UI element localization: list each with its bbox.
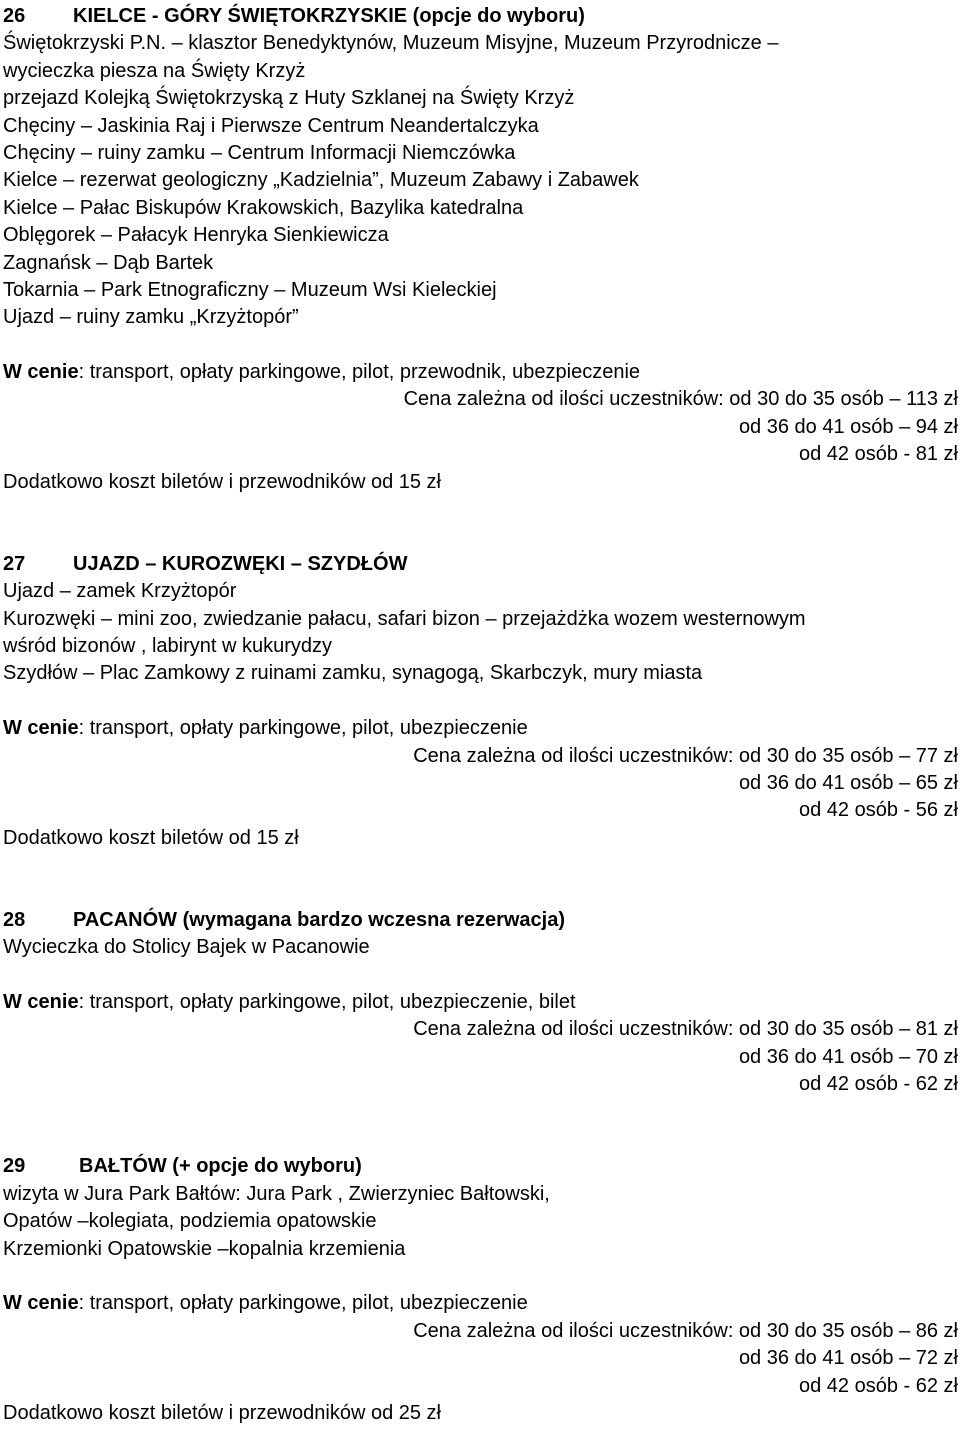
- section-number: 28: [3, 908, 26, 931]
- extra-cost-note: Dodatkowo koszt biletów od 15 zł: [3, 826, 299, 849]
- includes-text: : transport, opłaty parkingowe, pilot, przewodnik, ubezpieczenie: [78, 361, 641, 384]
- spacer: [3, 496, 958, 551]
- itinerary-line: wycieczka piesza na Święty Krzyż: [3, 59, 306, 82]
- extra-cost-note: Dodatkowo koszt biletów i przewodników od 15 zł: [3, 470, 441, 493]
- section-title: PACANÓW (wymagana bardzo wczesna rezerwacja): [73, 908, 565, 931]
- spacer: [3, 332, 958, 359]
- price-row: od 36 do 41 osób – 72 zł: [738, 1347, 958, 1370]
- price-row: od 36 do 41 osób – 70 zł: [738, 1045, 958, 1068]
- itinerary-line: wizyta w Jura Park Bałtów: Jura Park , Zwierzyniec Bałtowski,: [3, 1182, 550, 1205]
- section-heading: [3, 551, 958, 578]
- itinerary-line: Szydłów – Plac Zamkowy z ruinami zamku, synagogą, Skarbczyk, mury miasta: [3, 662, 703, 685]
- includes-label: W cenie: [3, 1292, 79, 1315]
- itinerary-line: Oblęgorek – Pałacyk Henryka Sienkiewicza: [3, 224, 389, 247]
- itinerary-line: Chęciny – Jaskinia Raj i Pierwsze Centrum Neandertalczyka: [3, 114, 539, 137]
- section-title: UJAZD – KUROZWĘKI – SZYDŁÓW: [73, 552, 408, 575]
- price-row: od 42 osób - 81 zł: [799, 443, 958, 466]
- section-26: [3, 3, 958, 496]
- section-title: KIELCE - GÓRY ŚWIĘTOKRZYSKIE (opcje do wyboru): [73, 5, 585, 27]
- includes-text: : transport, opłaty parkingowe, pilot, ubezpieczenie: [78, 1292, 528, 1315]
- price-row: Cena zależna od ilości uczestników: od 30 do 35 osób – 77 zł: [413, 744, 958, 767]
- spacer: [3, 688, 958, 715]
- itinerary-line: przejazd Kolejką Świętokrzyską z Huty Szklanej na Święty Krzyż: [3, 87, 575, 110]
- price-row: Cena zależna od ilości uczestników: od 30 do 35 osób – 113 zł: [403, 388, 958, 411]
- includes-text: : transport, opłaty parkingowe, pilot, ubezpieczenie: [78, 717, 528, 740]
- price-row: Cena zależna od ilości uczestników: od 30 do 35 osób – 86 zł: [413, 1319, 958, 1342]
- itinerary-line: wśród bizonów , labirynt w kukurydzy: [3, 635, 333, 657]
- section-27: [3, 551, 958, 852]
- price-includes: [3, 1290, 958, 1317]
- itinerary-line: Kielce – Pałac Biskupów Krakowskich, Bazylika katedralna: [3, 196, 524, 219]
- itinerary-line: Zagnańsk – Dąb Bartek: [3, 251, 214, 274]
- itinerary-line: Chęciny – ruiny zamku – Centrum Informacji Niemczówka: [3, 141, 516, 164]
- price-row: od 36 do 41 osób – 94 zł: [738, 415, 958, 438]
- price-row: od 42 osób - 62 zł: [799, 1374, 958, 1397]
- section-number: 26: [3, 5, 26, 27]
- section-heading: [3, 907, 958, 934]
- includes-label: W cenie: [3, 361, 79, 384]
- spacer: [3, 852, 958, 907]
- section-number: 29: [3, 1155, 26, 1178]
- price-row: od 42 osób - 62 zł: [799, 1073, 958, 1096]
- includes-text: : transport, opłaty parkingowe, pilot, ubezpieczenie, bilet: [78, 991, 576, 1014]
- section-number: 27: [3, 552, 26, 575]
- includes-label: W cenie: [3, 717, 79, 740]
- section-heading: [3, 1153, 958, 1180]
- spacer: [3, 1099, 958, 1154]
- includes-label: W cenie: [3, 991, 79, 1014]
- price-includes: [3, 989, 958, 1016]
- itinerary-line: Wycieczka do Stolicy Bajek w Pacanowie: [3, 936, 370, 959]
- price-row: od 42 osób - 56 zł: [799, 799, 958, 822]
- price-row: od 36 do 41 osób – 65 zł: [738, 771, 958, 794]
- extra-cost-note: Dodatkowo koszt biletów i przewodników od 25 zł: [3, 1401, 441, 1424]
- section-heading: [3, 3, 958, 30]
- itinerary-line: Kurozwęki – mini zoo, zwiedzanie pałacu, safari bizon – przejażdżka wozem westernowym: [3, 607, 806, 630]
- price-includes: [3, 715, 958, 742]
- price-row: Cena zależna od ilości uczestników: od 30 do 35 osób – 81 zł: [413, 1018, 958, 1041]
- itinerary-line: Ujazd – zamek Krzyżtopór: [3, 580, 237, 603]
- itinerary-line: Krzemionki Opatowskie –kopalnia krzemienia: [3, 1237, 406, 1260]
- spacer: [3, 1263, 958, 1290]
- itinerary-line: Kielce – rezerwat geologiczny „Kadzielnia”, Muzeum Zabawy i Zabawek: [3, 169, 639, 192]
- section-title: BAŁTÓW (+ opcje do wyboru): [79, 1155, 362, 1178]
- itinerary-line: Ujazd – ruiny zamku „Krzyżtopór”: [3, 306, 299, 329]
- price-includes: [3, 359, 958, 386]
- itinerary-line: Opatów –kolegiata, podziemia opatowskie: [3, 1210, 377, 1233]
- document-page: [3, 3, 958, 1427]
- section-28: [3, 907, 958, 1099]
- section-29: [3, 1153, 958, 1427]
- itinerary-line: Tokarnia – Park Etnograficzny – Muzeum Wsi Kieleckiej: [3, 278, 497, 301]
- spacer: [3, 962, 958, 989]
- itinerary-line: Świętokrzyski P.N. – klasztor Benedyktynów, Muzeum Misyjne, Muzeum Przyrodnicze –: [3, 32, 779, 55]
